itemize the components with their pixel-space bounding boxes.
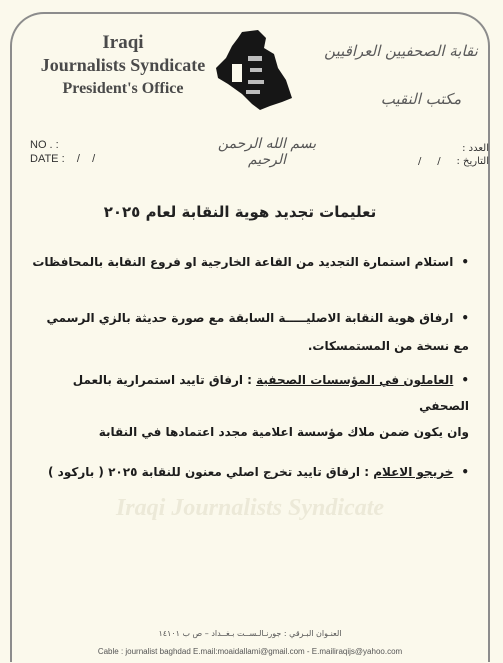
instruction-text: : ارفاق تاييد استمرارية بالعمل xyxy=(72,373,257,387)
instruction-text: : ارفاق تاييد تخرج اصلي معنون للنقابة ٢٠٢٥ ( باركود ) xyxy=(48,465,374,479)
date-label-arabic: التاريخ : / / xyxy=(417,156,489,167)
date-label: DATE : / / xyxy=(30,153,96,165)
bullet-icon: • xyxy=(461,311,469,325)
office-name-arabic: مكتب النقيب xyxy=(380,90,462,108)
instruction-text: استلام استمارة التجديد من القاعة الخارجية او فروع النقابة بالمحافظات xyxy=(32,255,454,269)
footer-contact: Cable : journalist baghdad E.mail:moaidallami@gmail.com - E.mailiraqijs@yahoo.com xyxy=(97,647,403,656)
instruction-label: العاملون في المؤسسات الصحفية xyxy=(256,373,454,387)
watermark: Iraqi Journalists Syndicate xyxy=(115,495,385,521)
bullet-icon: • xyxy=(461,373,469,387)
footer xyxy=(10,628,490,658)
footer-address: العنـوان البـرقي : جورنـالـســت بـغــداد – ص ب ١٤١٠١ xyxy=(158,629,342,638)
number-label: NO . : xyxy=(30,139,59,151)
instruction-item xyxy=(47,306,470,358)
org-name-arabic: نقابة الصحفيين العراقيين xyxy=(324,42,478,60)
reference-arabic xyxy=(418,142,489,168)
org-name-line1: Iraqi xyxy=(102,32,144,53)
office-name: President's Office xyxy=(62,80,184,97)
number-label-arabic: العدد : xyxy=(462,143,489,154)
org-name-line2: Journalists Syndicate xyxy=(40,55,206,75)
instruction-item xyxy=(73,368,469,444)
instruction-continuation: مع نسخة من المستمسكات. xyxy=(307,339,469,353)
letterhead-english xyxy=(28,32,218,100)
instruction-continuation: وان يكون ضمن ملاك مؤسسة اعلامية مجدد اعتمادها في النقابة xyxy=(98,425,469,439)
instruction-text: ارفاق هوية النقابة الاصليـــــة السابقة مع صورة حديثة بالزي الرسمي xyxy=(46,311,454,325)
bullet-icon: • xyxy=(461,465,469,479)
instruction-item xyxy=(32,250,469,274)
iraq-map-logo xyxy=(212,28,296,112)
document-title: تعليمات تجديد هوية النقابة لعام ٢٠٢٥ xyxy=(103,203,377,221)
letterhead-arabic xyxy=(305,40,497,110)
instruction-continuation: الصحفي xyxy=(419,399,469,413)
instruction-item xyxy=(48,460,469,484)
basmala: بسم الله الرحمن الرحيم xyxy=(217,136,317,168)
instruction-label: خريجو الاعلام xyxy=(373,465,454,479)
reference-english xyxy=(30,138,95,166)
bullet-icon: • xyxy=(461,255,469,269)
map-legend-box xyxy=(232,64,242,82)
